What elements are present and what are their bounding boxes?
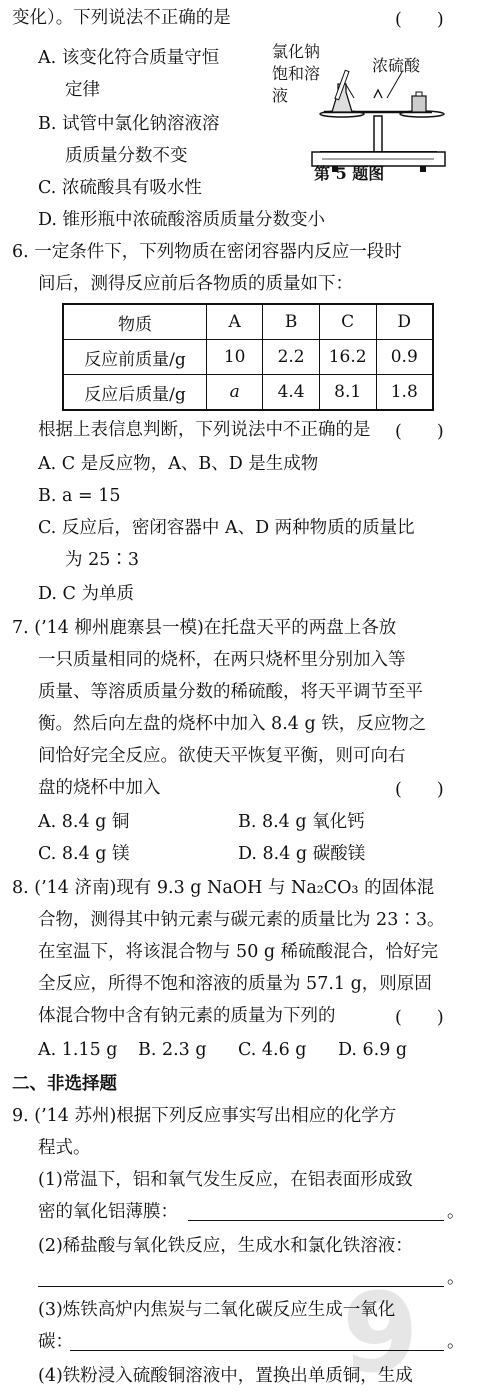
table-cell: 8.1 (319, 375, 376, 411)
figure-label-left-1: 氯化钠 (272, 42, 321, 61)
q7-line-3: 质量、等溶质质量分数的稀硫酸，将天平调节至平 (38, 682, 423, 702)
q5-answer-paren[interactable]: ( ) (395, 10, 444, 30)
q7-option-d[interactable]: D. 8.4 g 碳酸镁 (238, 844, 366, 864)
q6-option-c-cont: 为 25∶3 (65, 550, 139, 570)
page-number-watermark: 9 (342, 1269, 419, 1397)
table-cell: 2.2 (263, 340, 319, 375)
table-header: A (207, 304, 263, 340)
q8-line-5: 体混合物中含有钠元素的质量为下列的 (38, 1006, 336, 1026)
q8-line-4: 全反应，所得不饱和溶液的质量为 57.1 g，则原固 (38, 974, 432, 994)
q7-line-6: 盘的烧杯中加入 (38, 778, 161, 798)
q6-option-c[interactable]: C. 反应后，密闭容器中 A、D 两种物质的质量比 (38, 518, 415, 538)
q5-stem-end: 变化）。下列说法不正确的是 (12, 8, 231, 28)
answer-blank-3[interactable] (70, 1350, 444, 1351)
answer-blank-1[interactable] (188, 1220, 444, 1221)
q8-option-a[interactable]: A. 1.15 g (38, 1040, 118, 1060)
period: 。 (447, 1332, 465, 1352)
q9-part-3-cont: 碳： (38, 1332, 73, 1352)
q5-option-b[interactable]: B. 试管中氯化钠溶液溶 (38, 114, 220, 134)
q8-option-d[interactable]: D. 6.9 g (338, 1040, 408, 1060)
table-cell: 1.8 (376, 375, 433, 411)
q8-line-1: 8. (’14 济南)现有 9.3 g NaOH 与 Na₂CO₃ 的固体混 (12, 878, 435, 898)
period: 。 (447, 1202, 465, 1222)
q8-line-2: 合物，测得其中钠元素与碳元素的质量比为 23∶3。 (38, 910, 445, 930)
table-header: B (263, 304, 319, 340)
q5-option-a-cont: 定律 (65, 80, 100, 100)
q6-stem-1: 6. 一定条件下，下列物质在密闭容器内反应一段时 (12, 242, 402, 262)
table-row (63, 375, 433, 411)
q7-line-2: 一只质量相同的烧杯，在两只烧杯里分别加入等 (38, 650, 406, 670)
q7-line-1: 7. (’14 柳州鹿寨县一模)在托盘天平的两盘上各放 (12, 618, 397, 638)
section-heading: 二、非选择题 (12, 1074, 117, 1094)
q6-option-a[interactable]: A. C 是反应物，A、B、D 是生成物 (38, 454, 319, 474)
table-cell: 10 (207, 340, 263, 375)
q5-option-d[interactable]: D. 锥形瓶中浓硫酸溶质质量分数变小 (38, 210, 326, 230)
figure-caption: 第 5 题图 (314, 164, 385, 183)
q8-line-3: 在室温下，将该混合物与 50 g 稀硫酸混合，恰好完 (38, 942, 439, 962)
table-header: D (376, 304, 433, 340)
q7-answer-paren[interactable]: ( ) (395, 780, 444, 800)
q6-option-d[interactable]: D. C 为单质 (38, 584, 134, 604)
q7-line-4: 衡。然后向左盘的烧杯中加入 8.4 g 铁，反应物之 (38, 714, 427, 734)
q7-line-5: 间恰好完全反应。欲使天平恢复平衡，则可向右 (38, 746, 406, 766)
period: 。 (447, 1268, 465, 1288)
q5-option-a[interactable]: A. 该变化符合质量守恒 (38, 48, 220, 68)
q6-option-b[interactable]: B. a = 15 (38, 486, 121, 506)
q9-part-3: (3)炼铁高炉内焦炭与二氧化碳反应生成一氧化 (38, 1300, 396, 1320)
table-row (63, 340, 433, 375)
q7-option-a[interactable]: A. 8.4 g 铜 (38, 812, 130, 832)
table-cell: 4.4 (263, 375, 319, 411)
figure-label-left-2: 饱和溶 (272, 64, 321, 83)
mass-table (62, 303, 434, 411)
figure-label-right: 浓硫酸 (372, 56, 421, 75)
q7-option-b[interactable]: B. 8.4 g 氧化钙 (238, 812, 365, 832)
table-cell: 16.2 (319, 340, 376, 375)
table-cell: a (207, 375, 263, 411)
q9-part-4: (4)铁粉浸入硫酸铜溶液中，置换出单质铜，生成 (38, 1366, 413, 1386)
q9-part-1-cont: 密的氧化铝薄膜： (38, 1202, 178, 1222)
table-cell: 反应前质量/g (63, 340, 207, 375)
figure-label-left-3: 液 (272, 86, 289, 105)
q5-option-c[interactable]: C. 浓硫酸具有吸水性 (38, 178, 202, 198)
q8-option-b[interactable]: B. 2.3 g (138, 1040, 207, 1060)
table-header: C (319, 304, 376, 340)
q6-stem-2: 间后，测得反应前后各物质的质量如下： (38, 274, 353, 294)
q6-question: 根据上表信息判断，下列说法中不正确的是 (38, 420, 371, 440)
q5-option-b-cont: 质质量分数不变 (65, 146, 188, 166)
q9-part-1: (1)常温下，铝和氧气发生反应，在铝表面形成致 (38, 1170, 413, 1190)
table-header-row (63, 304, 433, 340)
q9-part-2: (2)稀盐酸与氧化铁反应，生成水和氯化铁溶液： (38, 1236, 413, 1256)
q6-answer-paren[interactable]: ( ) (395, 422, 444, 442)
table-cell: 反应后质量/g (63, 375, 207, 411)
q8-option-c[interactable]: C. 4.6 g (238, 1040, 307, 1060)
q8-answer-paren[interactable]: ( ) (395, 1008, 444, 1028)
balance-figure (262, 40, 487, 230)
table-header: 物质 (63, 304, 207, 340)
table-cell: 0.9 (376, 340, 433, 375)
q9-line-1: 9. (’14 苏州)根据下列反应事实写出相应的化学方 (12, 1106, 397, 1126)
q7-option-c[interactable]: C. 8.4 g 镁 (38, 844, 130, 864)
q9-line-2: 程式。 (38, 1138, 91, 1158)
